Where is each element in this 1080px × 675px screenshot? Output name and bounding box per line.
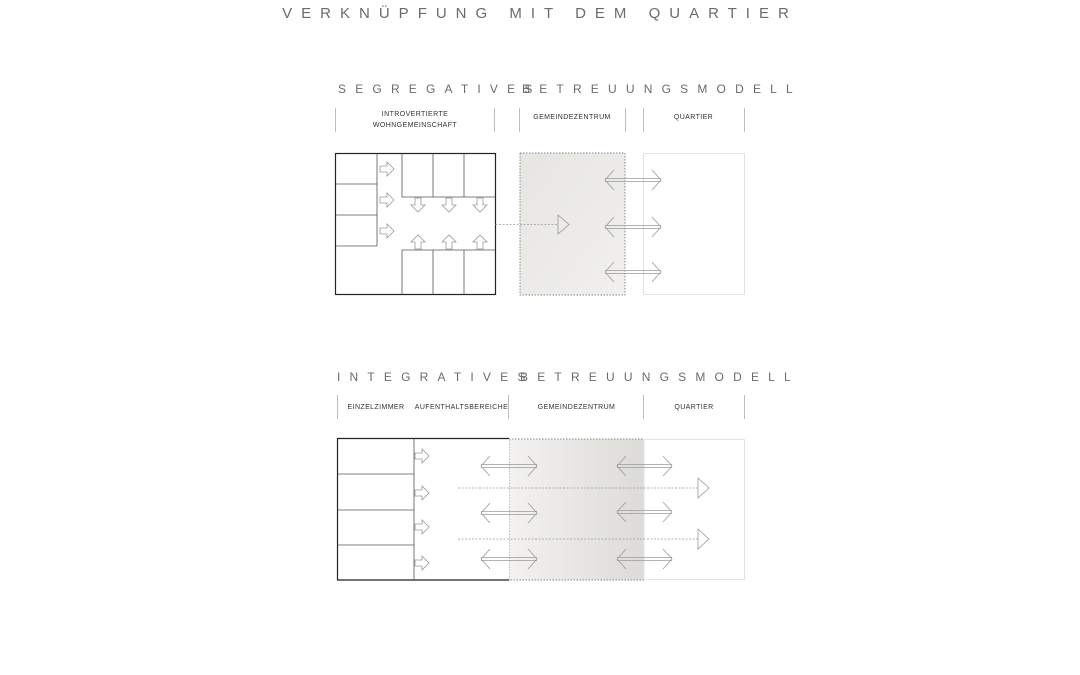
segregative-column-wg-line2: WOHNGEMEINSCHAFT [372, 122, 458, 129]
integrative-column-einzelzimmer: EINZELZIMMER [347, 404, 405, 411]
segregative-column-wg-line1: INTROVERTIERTE [381, 111, 449, 118]
segregative-title-right: BETREUUNGSMODELL [522, 82, 802, 96]
integrative-column-quartier: QUARTIER [674, 404, 714, 411]
integrative-column-aufenthalt: AUFENTHALTSBEREICHE [414, 404, 509, 411]
integrative-quartier-zone [644, 440, 745, 580]
segregative-wg-box [336, 154, 496, 295]
segregative-column-gemeindezentrum: GEMEINDEZENTRUM [533, 114, 611, 121]
segregative-title-left: SEGREGATIVES [338, 82, 542, 96]
integrative-column-gemeindezentrum: GEMEINDEZENTRUM [537, 404, 616, 411]
integrative-gemeindezentrum-zone [509, 439, 644, 580]
segregative-diagram [336, 153, 745, 295]
integrative-title-left: INTEGRATIVES [337, 370, 535, 384]
integrative-title-right: BETREUUNGSMODELL [520, 370, 800, 384]
integrative-diagram [338, 439, 745, 581]
page-title: VERKNÜPFUNG MIT DEM QUARTIER [282, 5, 798, 22]
segregative-column-quartier: QUARTIER [673, 114, 714, 121]
